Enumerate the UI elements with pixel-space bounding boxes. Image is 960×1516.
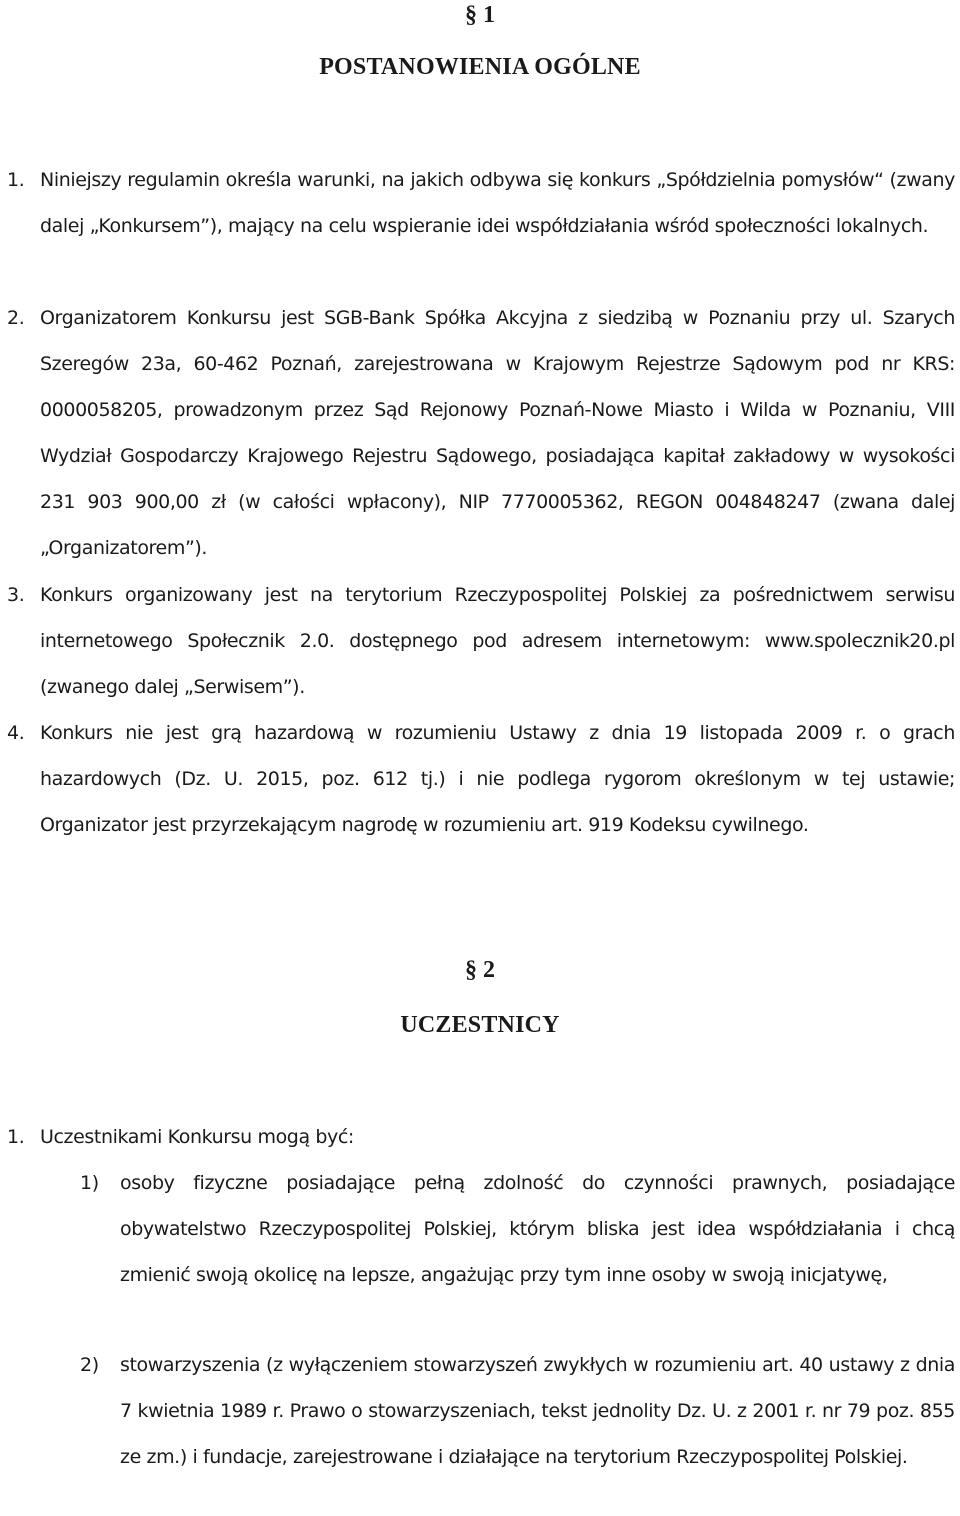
- section-2-subitem-1: [0, 1160, 960, 1345]
- item-text: Konkurs nie jest grą hazardową w rozumieniu Ustawy z dnia 19 listopada 2009 r. o grach hazardowych (Dz. U. 2015, poz. 612 tj.) i nie podlega rygorom określonym w tej ustawie; Organizator jest przyrzekającym nagrodę w rozumieniu art. 919 Kodeksu cywilnego.: [40, 722, 955, 836]
- item-text: Organizatorem Konkursu jest SGB-Bank Spółka Akcyjna z siedzibą w Poznaniu przy ul. Szarych Szeregów 23a, 60-462 Poznań, zarejestrowana w Krajowym Rejestrze Sądowym pod nr KRS: 0000058205, prowadzonym przez Sąd Rejonowy Poznań-Nowe Miasto i Wilda w Poznaniu, VIII Wydział Gospodarczy Krajowego Rejestru Sądowego, posiadająca kapitał zakładowy w wysokości 231 903 900,00 zł (w całości wpłacony), NIP 7770005362, REGON 004848247 (zwana dalej „Organizatorem”).: [40, 307, 955, 559]
- subitem-number: 1): [80, 1172, 99, 1194]
- item-number: 3.: [7, 584, 25, 606]
- subitem-text: osoby fizyczne posiadające pełną zdolność do czynności prawnych, posiadające obywatelstwo Rzeczypospolitej Polskiej, którym bliska jest idea współdziałania i chcą zmienić swoją okolicę na lepsze, angażując przy tym inne osoby w swoją inicjatywę,: [120, 1172, 955, 1286]
- item-number: 1.: [7, 169, 25, 191]
- section-1-item-2: [0, 295, 960, 585]
- item-number: 1.: [7, 1126, 25, 1148]
- item-number: 4.: [7, 722, 25, 744]
- section-2-mark: § 2: [465, 957, 495, 983]
- item-text: Konkurs organizowany jest na terytorium Rzeczypospolitej Polskiej za pośrednictwem serwisu internetowego Społecznik 2.0. dostępnego pod adresem internetowym: www.spolecznik20.pl (zwanego dalej „Serwisem”).: [40, 584, 955, 698]
- section-1-item-4: [0, 710, 960, 895]
- section-2-title: UCZESTNICY: [400, 1012, 560, 1038]
- section-1-item-1: [0, 157, 960, 297]
- item-text: Niniejszy regulamin określa warunki, na jakich odbywa się konkurs „Spółdzielnia pomysłów“ (zwany dalej „Konkursem”), mający na celu wspieranie idei współdziałania wśród społeczności lokalnych.: [40, 169, 955, 237]
- section-1-item-3: [0, 572, 960, 712]
- section-1-mark: § 1: [465, 2, 495, 28]
- subitem-number: 2): [80, 1354, 99, 1376]
- section-1-title: POSTANOWIENIA OGÓLNE: [319, 54, 641, 80]
- item-number: 2.: [7, 307, 25, 329]
- item-text: Uczestnikami Konkursu mogą być:: [40, 1126, 354, 1148]
- section-2-item-1: [0, 1114, 960, 1160]
- subitem-text: stowarzyszenia (z wyłączeniem stowarzyszeń zwykłych w rozumieniu art. 40 ustawy z dnia 7 kwietnia 1989 r. Prawo o stowarzyszeniach, tekst jednolity Dz. U. z 2001 r. nr 79 poz. 855 ze zm.) i fundacje, zarejestrowane i działające na terytorium Rzeczypospolitej Polskiej.: [120, 1354, 955, 1468]
- section-2-subitem-2: [0, 1342, 960, 1516]
